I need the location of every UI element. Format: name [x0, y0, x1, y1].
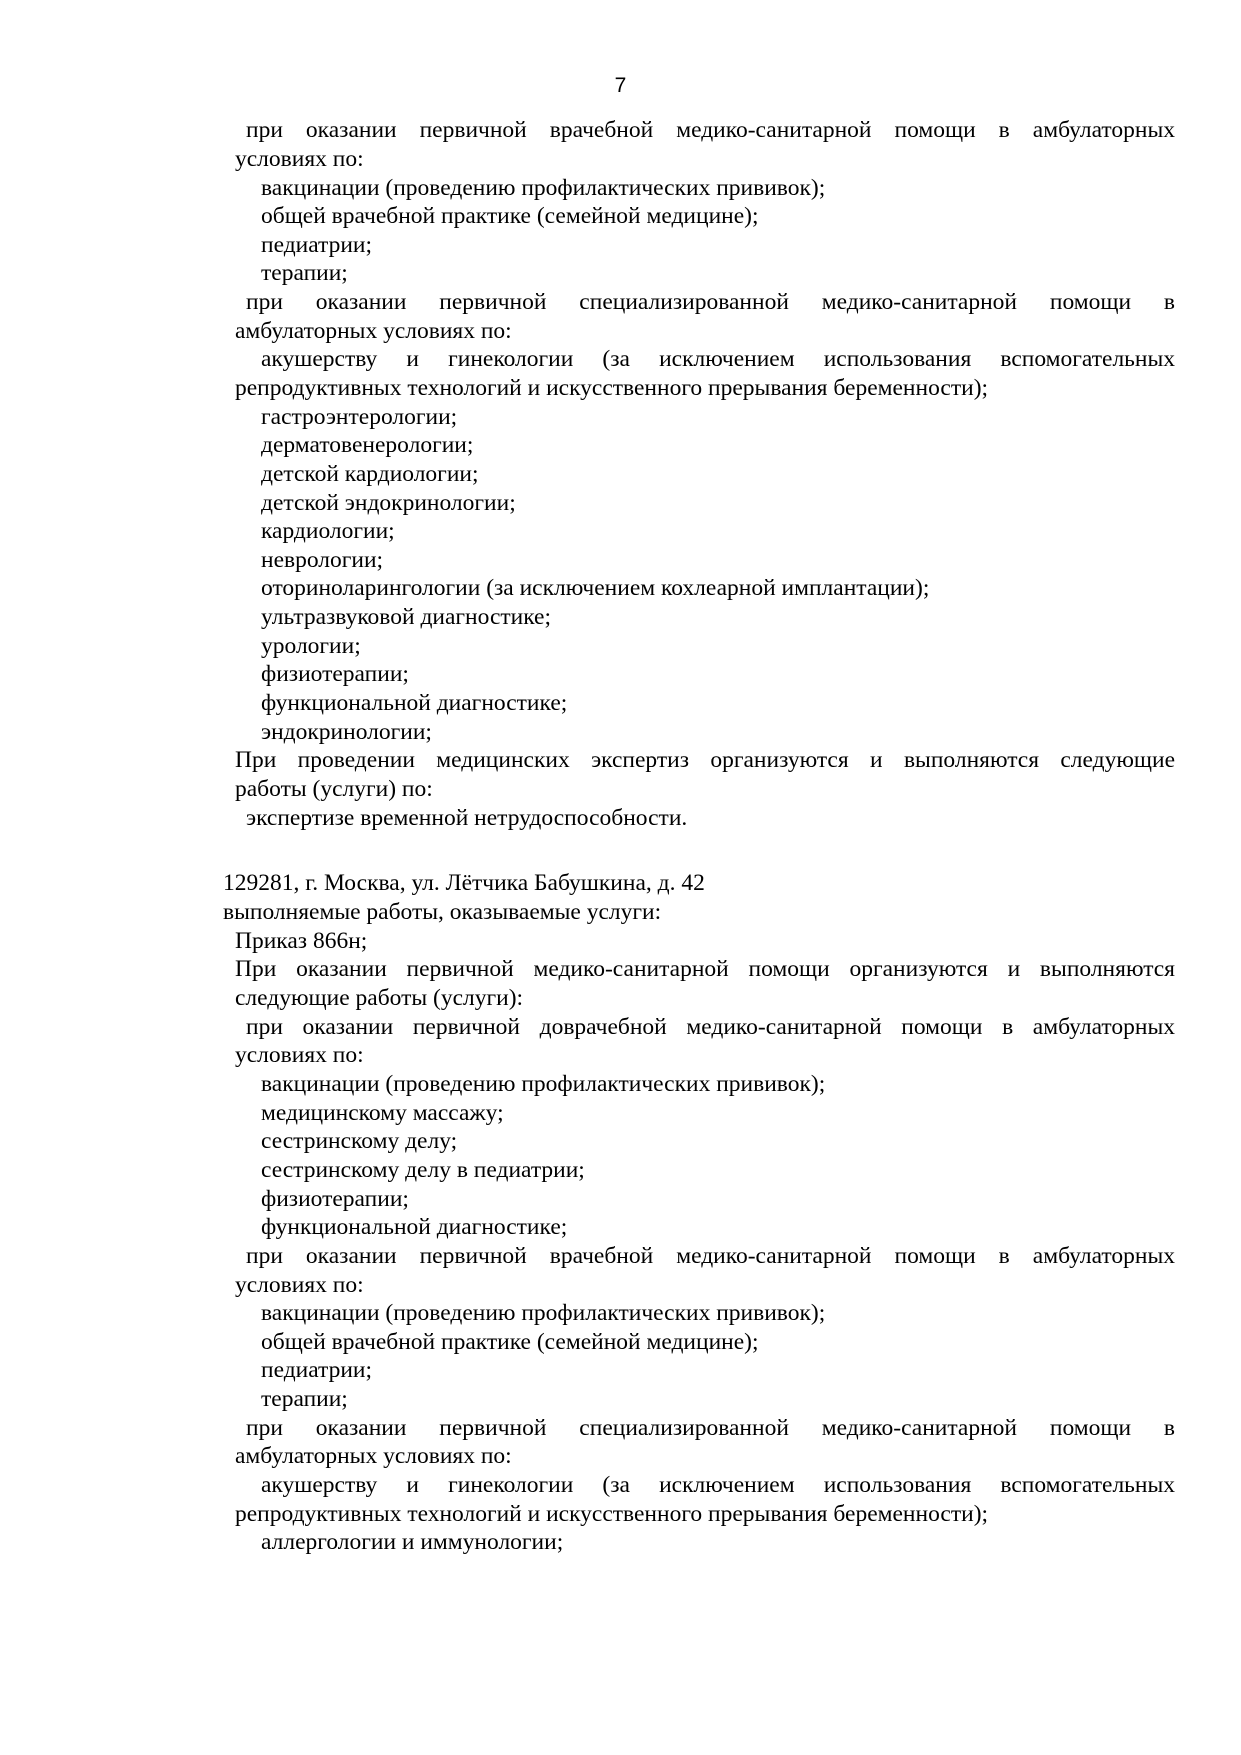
paragraph-line: При оказании первичной медико-санитарной помощи организуются и выполняются: [235, 956, 1175, 982]
list-item: аллергологии и иммунологии;: [261, 1529, 564, 1555]
list-item: функциональной диагностике;: [261, 1214, 568, 1240]
list-item: медицинскому массажу;: [261, 1100, 504, 1126]
paragraph-line: амбулаторных условиях по:: [235, 1443, 512, 1469]
section-label: выполняемые работы, оказываемые услуги:: [223, 899, 662, 925]
paragraph-line: условиях по:: [235, 1042, 364, 1068]
list-item: терапии;: [261, 1386, 348, 1412]
list-item: общей врачебной практике (семейной медицине);: [261, 203, 759, 229]
list-item: вакцинации (проведению профилактических прививок);: [261, 1300, 826, 1326]
list-item: сестринскому делу;: [261, 1128, 458, 1154]
paragraph-line: условиях по:: [235, 1272, 364, 1298]
list-item: физиотерапии;: [261, 661, 409, 687]
paragraph-line: репродуктивных технологий и искусственного прерывания беременности);: [235, 375, 989, 401]
paragraph-line: при оказании первичной доврачебной медико-санитарной помощи в амбулаторных: [246, 1014, 1175, 1040]
list-item: детской эндокринологии;: [261, 490, 516, 516]
list-item: педиатрии;: [261, 1357, 373, 1383]
list-item: терапии;: [261, 260, 348, 286]
paragraph-line: при оказании первичной врачебной медико-санитарной помощи в амбулаторных: [246, 117, 1175, 143]
paragraph-line: при оказании первичной специализированной медико-санитарной помощи в: [246, 289, 1175, 315]
paragraph-line: амбулаторных условиях по:: [235, 318, 512, 344]
paragraph-line: работы (услуги) по:: [235, 776, 433, 802]
list-item: урологии;: [261, 633, 361, 659]
list-item: оториноларингологии (за исключением кохлеарной имплантации);: [261, 575, 930, 601]
paragraph-line: акушерству и гинекологии (за исключением использования вспомогательных: [261, 1472, 1175, 1498]
list-item: общей врачебной практике (семейной медицине);: [261, 1329, 759, 1355]
list-item: кардиологии;: [261, 518, 395, 544]
paragraph-line: условиях по:: [235, 146, 364, 172]
list-item: экспертизе временной нетрудоспособности.: [246, 805, 688, 831]
list-item: сестринскому делу в педиатрии;: [261, 1157, 585, 1183]
list-item: ультразвуковой диагностике;: [261, 604, 552, 630]
list-item: гастроэнтерологии;: [261, 404, 458, 430]
page-number: 7: [614, 74, 627, 97]
list-item: физиотерапии;: [261, 1186, 409, 1212]
paragraph-line: При проведении медицинских экспертиз организуются и выполняются следующие: [235, 747, 1175, 773]
list-item: неврологии;: [261, 547, 384, 573]
paragraph-line: при оказании первичной специализированной медико-санитарной помощи в: [246, 1415, 1175, 1441]
list-item: дерматовенерологии;: [261, 432, 474, 458]
address-line: 129281, г. Москва, ул. Лётчика Бабушкина, д. 42: [223, 870, 705, 896]
paragraph-line: при оказании первичной врачебной медико-санитарной помощи в амбулаторных: [246, 1243, 1175, 1269]
list-item: вакцинации (проведению профилактических прививок);: [261, 175, 826, 201]
paragraph-line: репродуктивных технологий и искусственного прерывания беременности);: [235, 1501, 989, 1527]
paragraph-line: следующие работы (услуги):: [235, 985, 524, 1011]
list-item: функциональной диагностике;: [261, 690, 568, 716]
list-item: эндокринологии;: [261, 719, 432, 745]
paragraph-line: акушерству и гинекологии (за исключением использования вспомогательных: [261, 346, 1175, 372]
list-item: педиатрии;: [261, 232, 373, 258]
order-line: Приказ 866н;: [235, 928, 368, 954]
list-item: вакцинации (проведению профилактических прививок);: [261, 1071, 826, 1097]
list-item: детской кардиологии;: [261, 461, 479, 487]
